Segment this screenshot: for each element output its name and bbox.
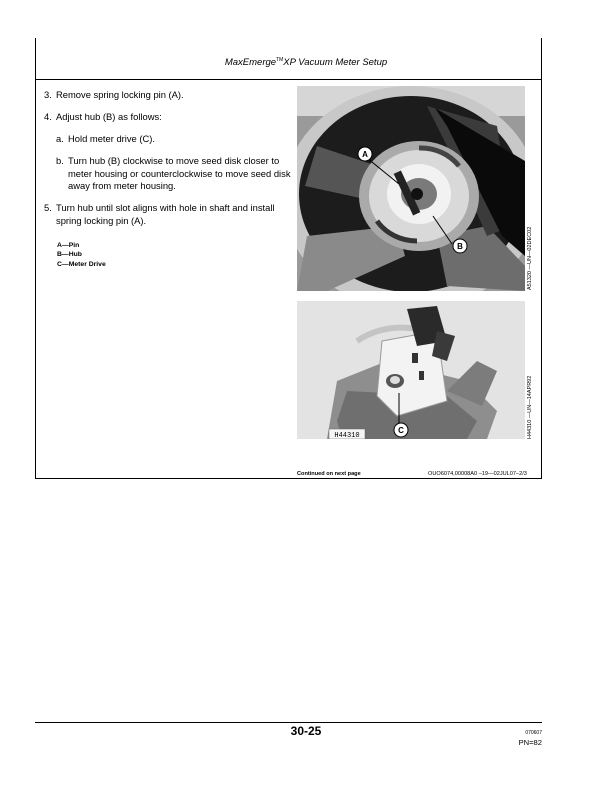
- page-header-title: MaxEmerge™XP Vacuum Meter Setup: [224, 57, 388, 68]
- figure-id-a51320: A51320 —UN—02DEC02: [527, 226, 533, 290]
- section-left-rule: [35, 79, 36, 479]
- callout-b: B: [457, 242, 463, 251]
- section-top-rule: [35, 79, 542, 80]
- document-reference-code: OUO6074,00008A0 –19—02JUL07–2/3: [428, 471, 527, 477]
- section-right-rule: [541, 79, 542, 479]
- figure-plate-label: H44310: [334, 432, 360, 439]
- date-code: 070607: [525, 730, 542, 736]
- meter-drive-photo: [297, 301, 525, 439]
- meter-drive-illustration: [297, 301, 525, 439]
- callout-a: A: [362, 150, 368, 159]
- legend-item-pin: A—Pin: [57, 242, 80, 249]
- figure-id-h44310: H44310 —UN—14APR92: [527, 375, 533, 439]
- legend-item-meter-drive: C—Meter Drive: [57, 260, 106, 268]
- pn-number: PN=82: [518, 738, 542, 747]
- legend-item-hub: B—Hub: [57, 251, 82, 259]
- section-bottom-rule: [35, 478, 542, 479]
- page-number: 30-25: [290, 724, 322, 738]
- meter-housing-photo: [297, 86, 525, 291]
- callout-legend: [57, 241, 106, 269]
- meter-housing-illustration: [297, 86, 525, 291]
- callout-c: C: [398, 426, 404, 435]
- footer-rule: [35, 722, 542, 723]
- continued-note: Continued on next page: [297, 471, 361, 477]
